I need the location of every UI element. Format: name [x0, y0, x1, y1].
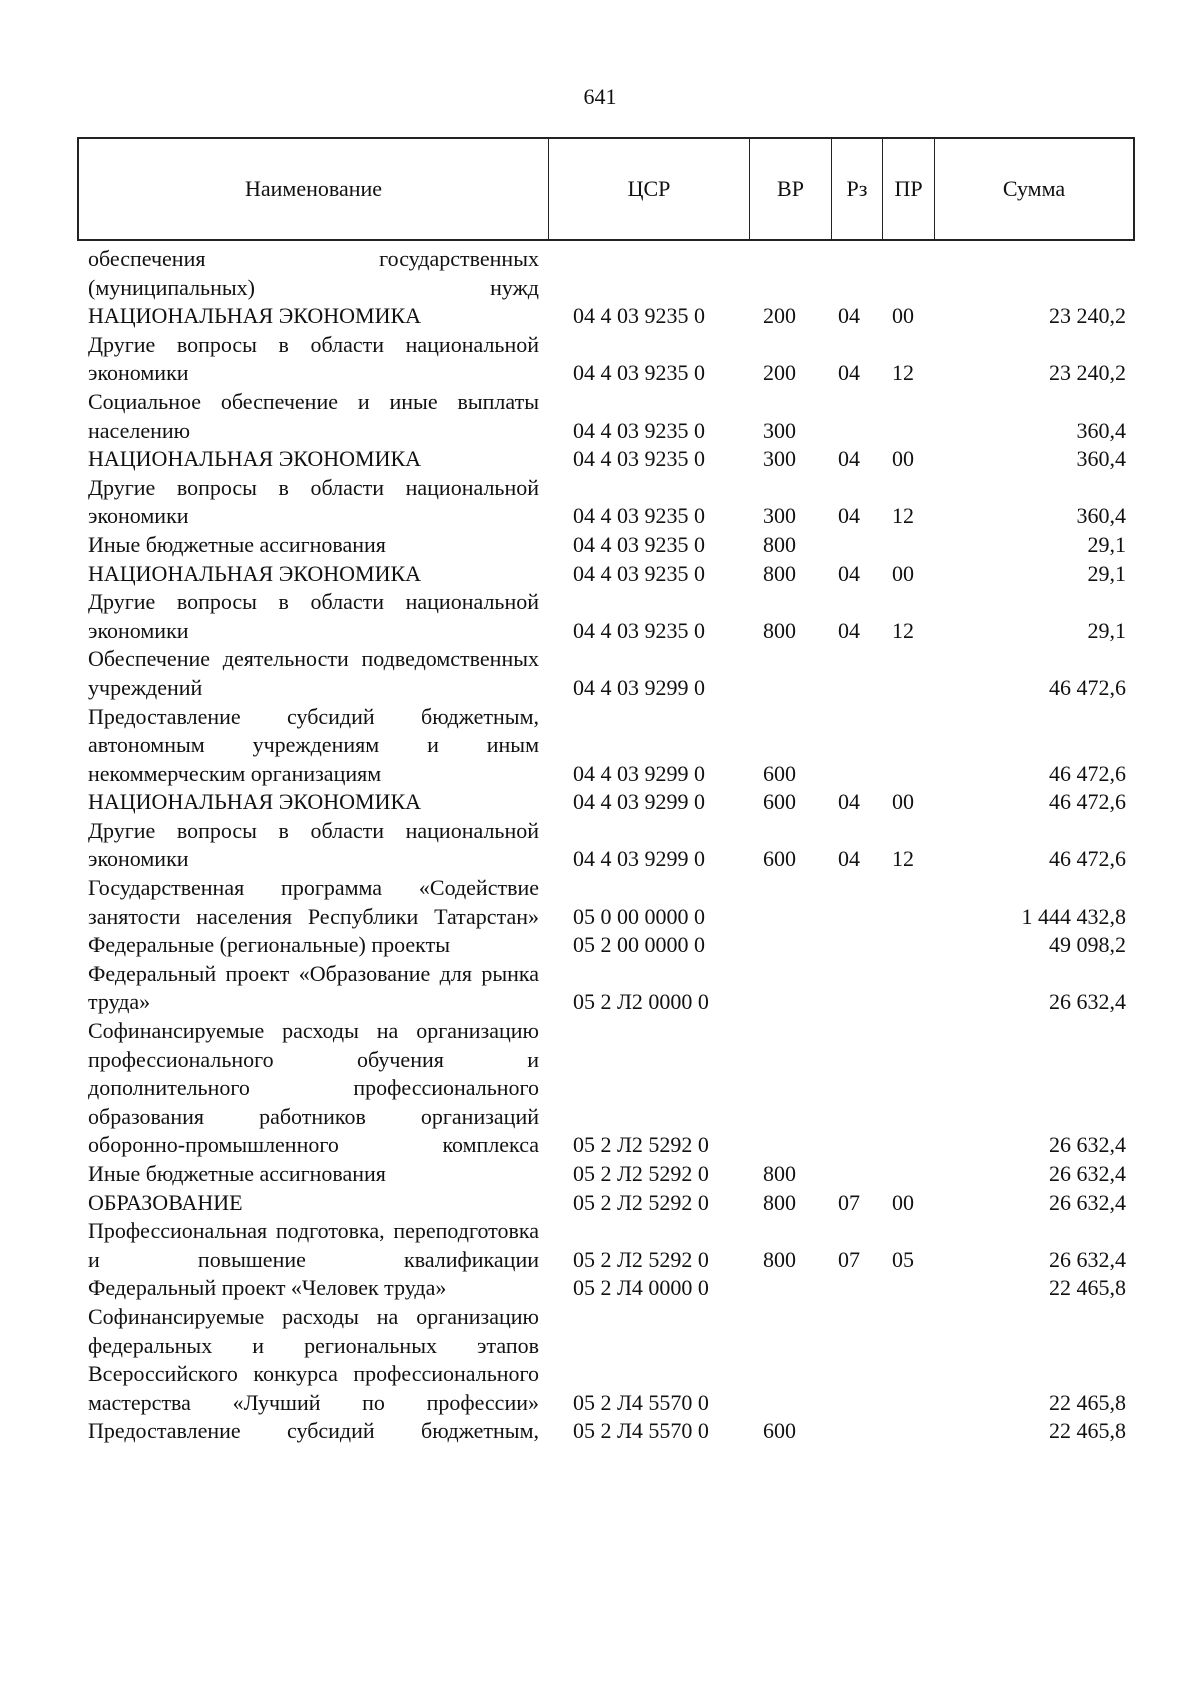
row-rz: 04	[838, 503, 860, 529]
row-csr: 04 4 03 9235 0	[573, 446, 705, 472]
row-vr: 800	[763, 531, 796, 557]
table-row	[77, 960, 1135, 1017]
row-rz: 04	[838, 846, 860, 872]
row-sum: 360,4	[1076, 503, 1126, 529]
row-pr: 00	[892, 446, 914, 472]
row-name: Государственная программа «Содействие занятости населения Республики Татарстан»	[88, 875, 539, 929]
row-vr: 800	[763, 1189, 796, 1215]
table-row	[77, 245, 1135, 302]
table-row	[77, 445, 1135, 474]
row-vr: 800	[763, 617, 796, 643]
row-vr: 600	[763, 789, 796, 815]
row-pr: 12	[892, 360, 914, 386]
row-name: Обеспечение деятельности подведомственных учреждений	[88, 646, 539, 700]
row-vr: 300	[763, 417, 796, 443]
row-rz: 04	[838, 617, 860, 643]
row-csr: 05 0 00 0000 0	[573, 903, 705, 929]
row-vr: 800	[763, 560, 796, 586]
row-csr: 05 2 Л4 5570 0	[573, 1389, 709, 1415]
header-csr: ЦСР	[549, 139, 750, 239]
row-sum: 22 465,8	[1049, 1275, 1126, 1301]
row-csr: 05 2 Л2 5292 0	[573, 1189, 709, 1215]
row-name: ОБРАЗОВАНИЕ	[88, 1189, 243, 1215]
table-row	[77, 302, 1135, 331]
row-name: Другие вопросы в области национальной экономики	[88, 331, 539, 386]
row-rz: 04	[838, 560, 860, 586]
header-pr: ПР	[883, 139, 935, 239]
row-name: Федеральный проект «Человек труда»	[88, 1275, 447, 1301]
row-vr: 300	[763, 503, 796, 529]
table-row	[77, 560, 1135, 589]
row-sum: 46 472,6	[1049, 760, 1126, 786]
row-name: Софинансируемые расходы на организацию профессионального обучения и дополнительного профессионального образования работников организаций оборонно-промышленного комплекса	[88, 1018, 539, 1158]
row-csr: 05 2 Л2 5292 0	[573, 1161, 709, 1186]
row-csr: 04 4 03 9235 0	[573, 417, 705, 443]
row-csr: 04 4 03 9299 0	[573, 674, 705, 700]
row-csr: 04 4 03 9299 0	[573, 760, 705, 786]
row-csr: 04 4 03 9235 0	[573, 303, 705, 329]
row-name: НАЦИОНАЛЬНАЯ ЭКОНОМИКА	[88, 789, 422, 815]
row-rz: 07	[838, 1246, 860, 1272]
table-row	[77, 817, 1135, 874]
row-pr: 00	[892, 1189, 914, 1215]
row-csr: 04 4 03 9235 0	[573, 560, 705, 586]
page-number: 641	[583, 84, 617, 109]
row-name: Предоставление субсидий бюджетным, автономным учреждениям и иным некоммерческим организациям	[88, 703, 539, 786]
table-row	[77, 645, 1135, 702]
table-row	[77, 331, 1135, 388]
row-name: Федеральные (региональные) проекты	[88, 932, 450, 958]
row-sum: 26 632,4	[1049, 1189, 1126, 1215]
table-row	[77, 1417, 1135, 1446]
row-name: Профессиональная подготовка, переподготовка и повышение квалификации	[88, 1218, 539, 1272]
row-pr: 12	[892, 503, 914, 529]
row-name: Софинансируемые расходы на организацию федеральных и региональных этапов Всероссийского конкурса профессионального мастерства «Лучший по профессии»	[88, 1303, 539, 1415]
row-pr: 12	[892, 617, 914, 643]
row-rz: 04	[838, 303, 860, 329]
row-rz: 04	[838, 360, 860, 386]
row-csr: 05 2 Л2 5292 0	[573, 1132, 709, 1158]
row-vr: 800	[763, 1161, 796, 1186]
row-vr: 600	[763, 1418, 796, 1444]
table-body	[77, 245, 1135, 1446]
row-vr: 600	[763, 846, 796, 872]
row-name: НАЦИОНАЛЬНАЯ ЭКОНОМИКА	[88, 303, 422, 329]
row-name: Федеральный проект «Образование для рынка труда»	[88, 960, 539, 1015]
row-csr: 05 2 Л2 5292 0	[573, 1246, 709, 1272]
table-row	[77, 388, 1135, 445]
row-pr: 00	[892, 560, 914, 586]
row-sum: 23 240,2	[1049, 360, 1126, 386]
row-pr: 00	[892, 303, 914, 329]
table-row	[77, 1217, 1135, 1274]
row-csr: 05 2 00 0000 0	[573, 932, 705, 958]
row-vr: 300	[763, 446, 796, 472]
row-name: Иные бюджетные ассигнования	[88, 531, 386, 557]
row-name: Предоставление субсидий бюджетным,	[88, 1418, 539, 1444]
row-csr: 04 4 03 9235 0	[573, 617, 705, 643]
row-csr: 05 2 Л4 5570 0	[573, 1418, 709, 1444]
row-sum: 46 472,6	[1049, 846, 1126, 872]
table-row	[77, 1160, 1135, 1189]
row-name: Иные бюджетные ассигнования	[88, 1161, 386, 1186]
row-sum: 29,1	[1087, 531, 1126, 557]
row-sum: 26 632,4	[1049, 1246, 1126, 1272]
row-name: Социальное обеспечение и иные выплаты населению	[88, 388, 539, 443]
row-vr: 800	[763, 1246, 796, 1272]
row-name: Другие вопросы в области национальной экономики	[88, 817, 539, 872]
table-row	[77, 531, 1135, 560]
row-rz: 04	[838, 446, 860, 472]
row-sum: 26 632,4	[1049, 989, 1126, 1015]
row-sum: 360,4	[1076, 417, 1126, 443]
table-row	[77, 474, 1135, 531]
table-header	[77, 137, 1135, 241]
row-name: обеспечения государственных (муниципальных) нужд	[88, 246, 539, 300]
row-csr: 04 4 03 9235 0	[573, 531, 705, 557]
row-pr: 05	[892, 1246, 914, 1272]
table-row	[77, 788, 1135, 817]
row-sum: 29,1	[1087, 617, 1126, 643]
row-name: Другие вопросы в области национальной экономики	[88, 589, 539, 643]
row-name: НАЦИОНАЛЬНАЯ ЭКОНОМИКА	[88, 560, 422, 586]
row-sum: 22 465,8	[1049, 1389, 1126, 1415]
table-row	[77, 1189, 1135, 1218]
row-csr: 05 2 Л2 0000 0	[573, 989, 709, 1015]
row-sum: 26 632,4	[1049, 1132, 1126, 1158]
table-row	[77, 588, 1135, 645]
row-csr: 05 2 Л4 0000 0	[573, 1275, 709, 1301]
table-row	[77, 703, 1135, 789]
row-pr: 12	[892, 846, 914, 872]
row-csr: 04 4 03 9299 0	[573, 846, 705, 872]
header-rz: Рз	[832, 139, 883, 239]
row-sum: 46 472,6	[1049, 674, 1126, 700]
header-vr: ВР	[750, 139, 832, 239]
row-csr: 04 4 03 9235 0	[573, 503, 705, 529]
row-vr: 200	[763, 303, 796, 329]
row-rz: 04	[838, 789, 860, 815]
table-row	[77, 1303, 1135, 1417]
row-csr: 04 4 03 9235 0	[573, 360, 705, 386]
row-pr: 00	[892, 789, 914, 815]
row-csr: 04 4 03 9299 0	[573, 789, 705, 815]
row-vr: 200	[763, 360, 796, 386]
row-rz: 07	[838, 1189, 860, 1215]
table-row	[77, 874, 1135, 931]
row-sum: 23 240,2	[1049, 303, 1126, 329]
table-row	[77, 931, 1135, 960]
row-name: НАЦИОНАЛЬНАЯ ЭКОНОМИКА	[88, 446, 422, 472]
row-name: Другие вопросы в области национальной экономики	[88, 474, 539, 529]
row-sum: 26 632,4	[1049, 1161, 1126, 1186]
row-vr: 600	[763, 760, 796, 786]
table-row	[77, 1274, 1135, 1303]
row-sum: 360,4	[1076, 446, 1126, 472]
row-sum: 22 465,8	[1049, 1418, 1126, 1444]
header-name: Наименование	[79, 139, 549, 239]
row-sum: 1 444 432,8	[1021, 903, 1126, 929]
row-sum: 49 098,2	[1049, 932, 1126, 958]
table-row	[77, 1017, 1135, 1160]
row-sum: 29,1	[1087, 560, 1126, 586]
row-sum: 46 472,6	[1049, 789, 1126, 815]
header-sum: Сумма	[1002, 176, 1066, 201]
